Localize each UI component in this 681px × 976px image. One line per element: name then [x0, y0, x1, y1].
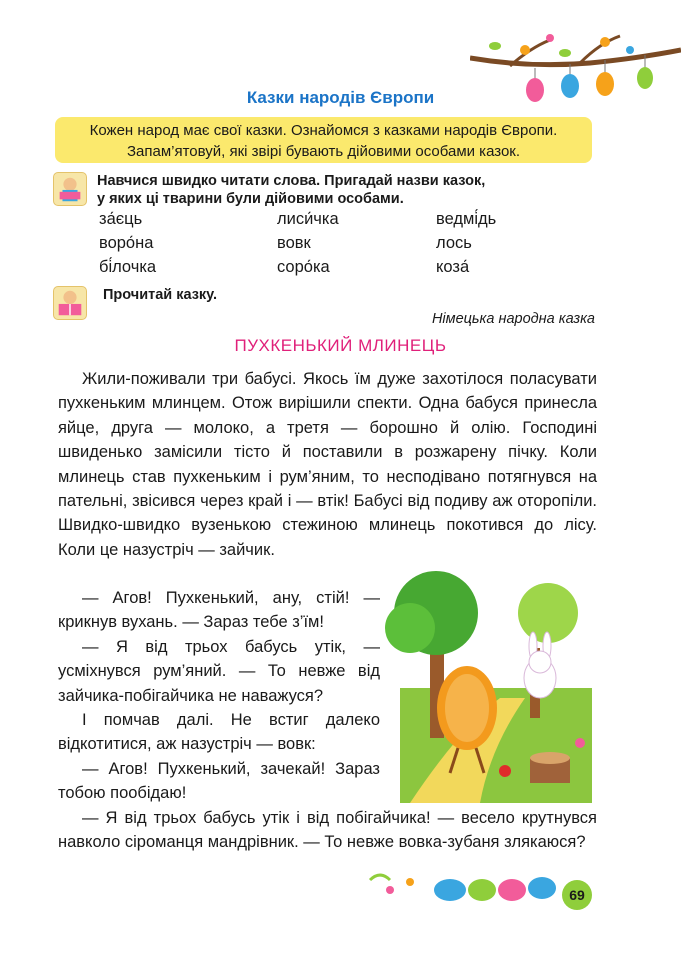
task-1-line-1: Навчися швидко читати слова. Пригадай назви казок, [97, 173, 486, 189]
word: воро́на [99, 234, 154, 252]
tale-body-full [58, 367, 597, 562]
reading-book-icon [53, 286, 87, 320]
word: ведмі́дь [436, 210, 497, 228]
tale-paragraph: — Агов! Пухкенький, ану, стій! — крикнув вухань. — Зараз тебе з’їм! [58, 589, 380, 632]
tale-body-narrow [58, 586, 380, 806]
task-1-line-2: у яких ці тварини були дійовими особами. [97, 191, 404, 207]
tale-title: ПУХКЕНЬКИЙ МЛИНЕЦЬ [234, 336, 447, 355]
tale-paragraph: І помчав далі. Не встиг далеко відкотитися, аж назустріч — вовк: [58, 711, 380, 754]
tale-paragraph: — Я від трьох бабусь утік і від побігайчика! — весело крутнувся навколо сіроманця мандрівник. — То невже вовка-зубаня злякаюся? [58, 809, 597, 852]
tale-source: Німецька народна казка [431, 311, 595, 327]
task-1-instructions [97, 172, 485, 208]
word: лиси́чка [277, 210, 339, 228]
word: лось [436, 234, 472, 252]
tale-body-full-end [58, 806, 597, 855]
intro-line-2: Запам’ятовуй, які звірі бувають дійовими особами казок. [126, 143, 521, 160]
tale-paragraph: — Я від трьох бабусь утік, — усміхнувся рум’яний. — То невже від зайчика-побігайчика не наважуся? [58, 637, 380, 705]
tale-paragraph: — Агов! Пухкенький, зачекай! Зараз тобою пообідаю! [58, 759, 380, 803]
page-number: 69 [562, 880, 592, 910]
reading-kid-icon [53, 172, 87, 206]
task-2-instructions: Прочитай казку. [103, 287, 217, 303]
pancake-and-bunny-illustration [380, 568, 592, 803]
word: вовк [277, 234, 311, 252]
word: коза́ [436, 258, 470, 276]
intro-box [55, 117, 592, 163]
word: за́єць [99, 210, 143, 228]
word: бі́лочка [99, 258, 157, 276]
section-title: Казки народів Європи [246, 88, 435, 107]
intro-line-1: Кожен народ має свої казки. Ознайомся з казками народів Європи. [89, 122, 558, 139]
word: соро́ка [277, 258, 330, 276]
tale-paragraph: Жили-поживали три бабусі. Якось їм дуже захотілося поласувати пухкеньким млинцем. Отож вирішили спекти. Одна бабуся принесла яйце, друга — молоко, а третя — борошно й олію. Господині швиденько замісили тісто й поставили в розжарену пічку. Коли млинець став пухкеньким і рум’яним, то несподівано потягнувся на пательні, звісився через край і — втік! Бабусі від подиву аж оторопіли. Швидко-швидко вузенькою стежиною млинець покотився до лісу. Коли це назустріч — зайчик. [58, 370, 597, 559]
